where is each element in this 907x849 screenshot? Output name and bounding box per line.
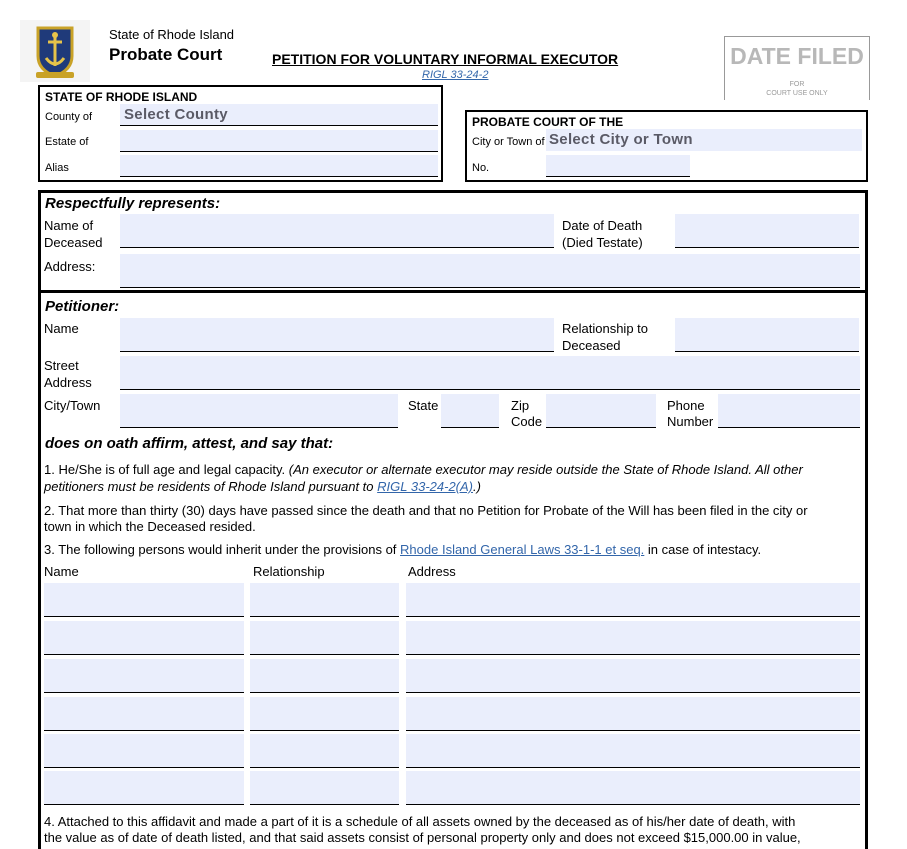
item-2-line-2: town in which the Deceased resided. [44, 519, 256, 534]
county-select-value: Select County [124, 106, 228, 123]
zip-label-1: Zip [511, 398, 530, 413]
probate-box-heading: PROBATE COURT OF THE [472, 115, 624, 129]
estate-field[interactable] [120, 130, 438, 152]
court-use-line-2: COURT USE ONLY [766, 90, 828, 97]
heirs-col-relationship: Relationship [253, 564, 325, 579]
alias-label: Alias [45, 162, 69, 174]
date-filed-box [724, 36, 870, 100]
heir-6-name[interactable] [44, 771, 244, 805]
item-1-line-1 [44, 461, 859, 478]
heir-3-relationship[interactable] [250, 659, 399, 693]
relationship-label-2: Deceased [562, 338, 621, 353]
court-use-line-1: FOR [789, 81, 805, 88]
heir-1-relationship[interactable] [250, 583, 399, 617]
state-name: State of Rhode Island [109, 27, 235, 42]
date-of-death-field[interactable] [675, 214, 859, 248]
city-town-select-value: Select City or Town [549, 131, 693, 148]
estate-label: Estate of [45, 136, 89, 148]
deceased-name-label-1: Name of [44, 218, 94, 233]
item-4-line-1: 4. Attached to this affidavit and made a part of it is a schedule of all assets owned by the deceased as of his/her date of death, with [44, 814, 796, 829]
county-label: County of [45, 111, 93, 123]
petitioner-name-label: Name [44, 321, 79, 336]
item-3-text-b: in case of intestacy. [644, 542, 762, 557]
heir-2-name[interactable] [44, 621, 244, 655]
heir-1-name[interactable] [44, 583, 244, 617]
heir-5-address[interactable] [406, 734, 860, 768]
petitioner-heading: Petitioner: [45, 298, 120, 315]
oath-heading: does on oath affirm, attest, and say that: [45, 435, 334, 452]
item-1-italic-a: (An executor or alternate executor may reside outside the State of Rhode Island. All other [288, 462, 803, 477]
heir-4-relationship[interactable] [250, 697, 399, 731]
heirs-col-name: Name [44, 564, 79, 579]
deceased-name-label-2: Deceased [44, 235, 103, 250]
heirs-col-address: Address [408, 564, 456, 579]
case-number-label: No. [472, 162, 490, 174]
represents-heading: Respectfully represents: [45, 195, 221, 212]
heir-6-address[interactable] [406, 771, 860, 805]
page-title: PETITION FOR VOLUNTARY INFORMAL EXECUTOR [272, 51, 619, 67]
heir-4-name[interactable] [44, 697, 244, 731]
phone-label-2: Number [667, 414, 714, 429]
heir-3-name[interactable] [44, 659, 244, 693]
item-2-line-1: 2. That more than thirty (30) days have passed since the death and that no Petition for Probate of the Will has been filed in the city or [44, 503, 808, 518]
heir-5-relationship[interactable] [250, 734, 399, 768]
street-address-field[interactable] [120, 356, 860, 390]
city-town-select[interactable] [546, 129, 862, 151]
statute-link[interactable]: RIGL 33-24-2 [422, 69, 489, 81]
court-name: Probate Court [109, 45, 223, 64]
item-1-text: 1. He/She is of full age and legal capacity. [44, 462, 289, 477]
deceased-address-label: Address: [44, 259, 96, 274]
heir-6-relationship[interactable] [250, 771, 399, 805]
rigl-33-24-2a-link[interactable]: RIGL 33-24-2(A) [377, 479, 473, 494]
alias-field[interactable] [120, 155, 438, 177]
state-box-heading: STATE OF RHODE ISLAND [45, 90, 198, 104]
date-of-death-label-1: Date of Death [562, 218, 643, 233]
case-number-field[interactable] [546, 155, 690, 177]
relationship-field[interactable] [675, 318, 859, 352]
relationship-label-1: Relationship to [562, 321, 648, 336]
zip-field[interactable] [546, 394, 656, 428]
city-town-label: City or Town of [472, 136, 545, 148]
item-1-end: .) [473, 479, 481, 494]
item-1-italic-b: petitioners must be residents of Rhode Island pursuant to [44, 479, 378, 494]
county-select[interactable] [120, 104, 438, 126]
phone-label-1: Phone [667, 398, 705, 413]
heir-4-address[interactable] [406, 697, 860, 731]
state-field[interactable] [441, 394, 499, 428]
heir-5-name[interactable] [44, 734, 244, 768]
heir-2-relationship[interactable] [250, 621, 399, 655]
date-of-death-label-2: (Died Testate) [562, 235, 643, 250]
item-3-line [44, 541, 761, 558]
item-3-text-a: 3. The following persons would inherit under the provisions of [44, 542, 401, 557]
heir-3-address[interactable] [406, 659, 860, 693]
city-field[interactable] [120, 394, 398, 428]
state-label: State [408, 398, 439, 413]
deceased-address-field[interactable] [120, 254, 860, 288]
petitioner-name-field[interactable] [120, 318, 554, 352]
rigl-33-1-1-link[interactable]: Rhode Island General Laws 33-1-1 et seq. [400, 542, 645, 557]
zip-label-2: Code [511, 414, 543, 429]
phone-field[interactable] [718, 394, 860, 428]
rhode-island-seal-logo [20, 20, 90, 82]
city-label: City/Town [44, 398, 101, 413]
date-filed-label: DATE FILED [730, 43, 864, 69]
item-1-line-2 [44, 478, 481, 495]
heir-2-address[interactable] [406, 621, 860, 655]
street-label-1: Street [44, 358, 79, 373]
street-label-2: Address [44, 375, 92, 390]
heir-1-address[interactable] [406, 583, 860, 617]
deceased-name-field[interactable] [120, 214, 554, 248]
item-4-line-2: the value as of date of death listed, and that said assets consist of personal property only and does not exceed $15,000.00 in value, [44, 830, 801, 845]
